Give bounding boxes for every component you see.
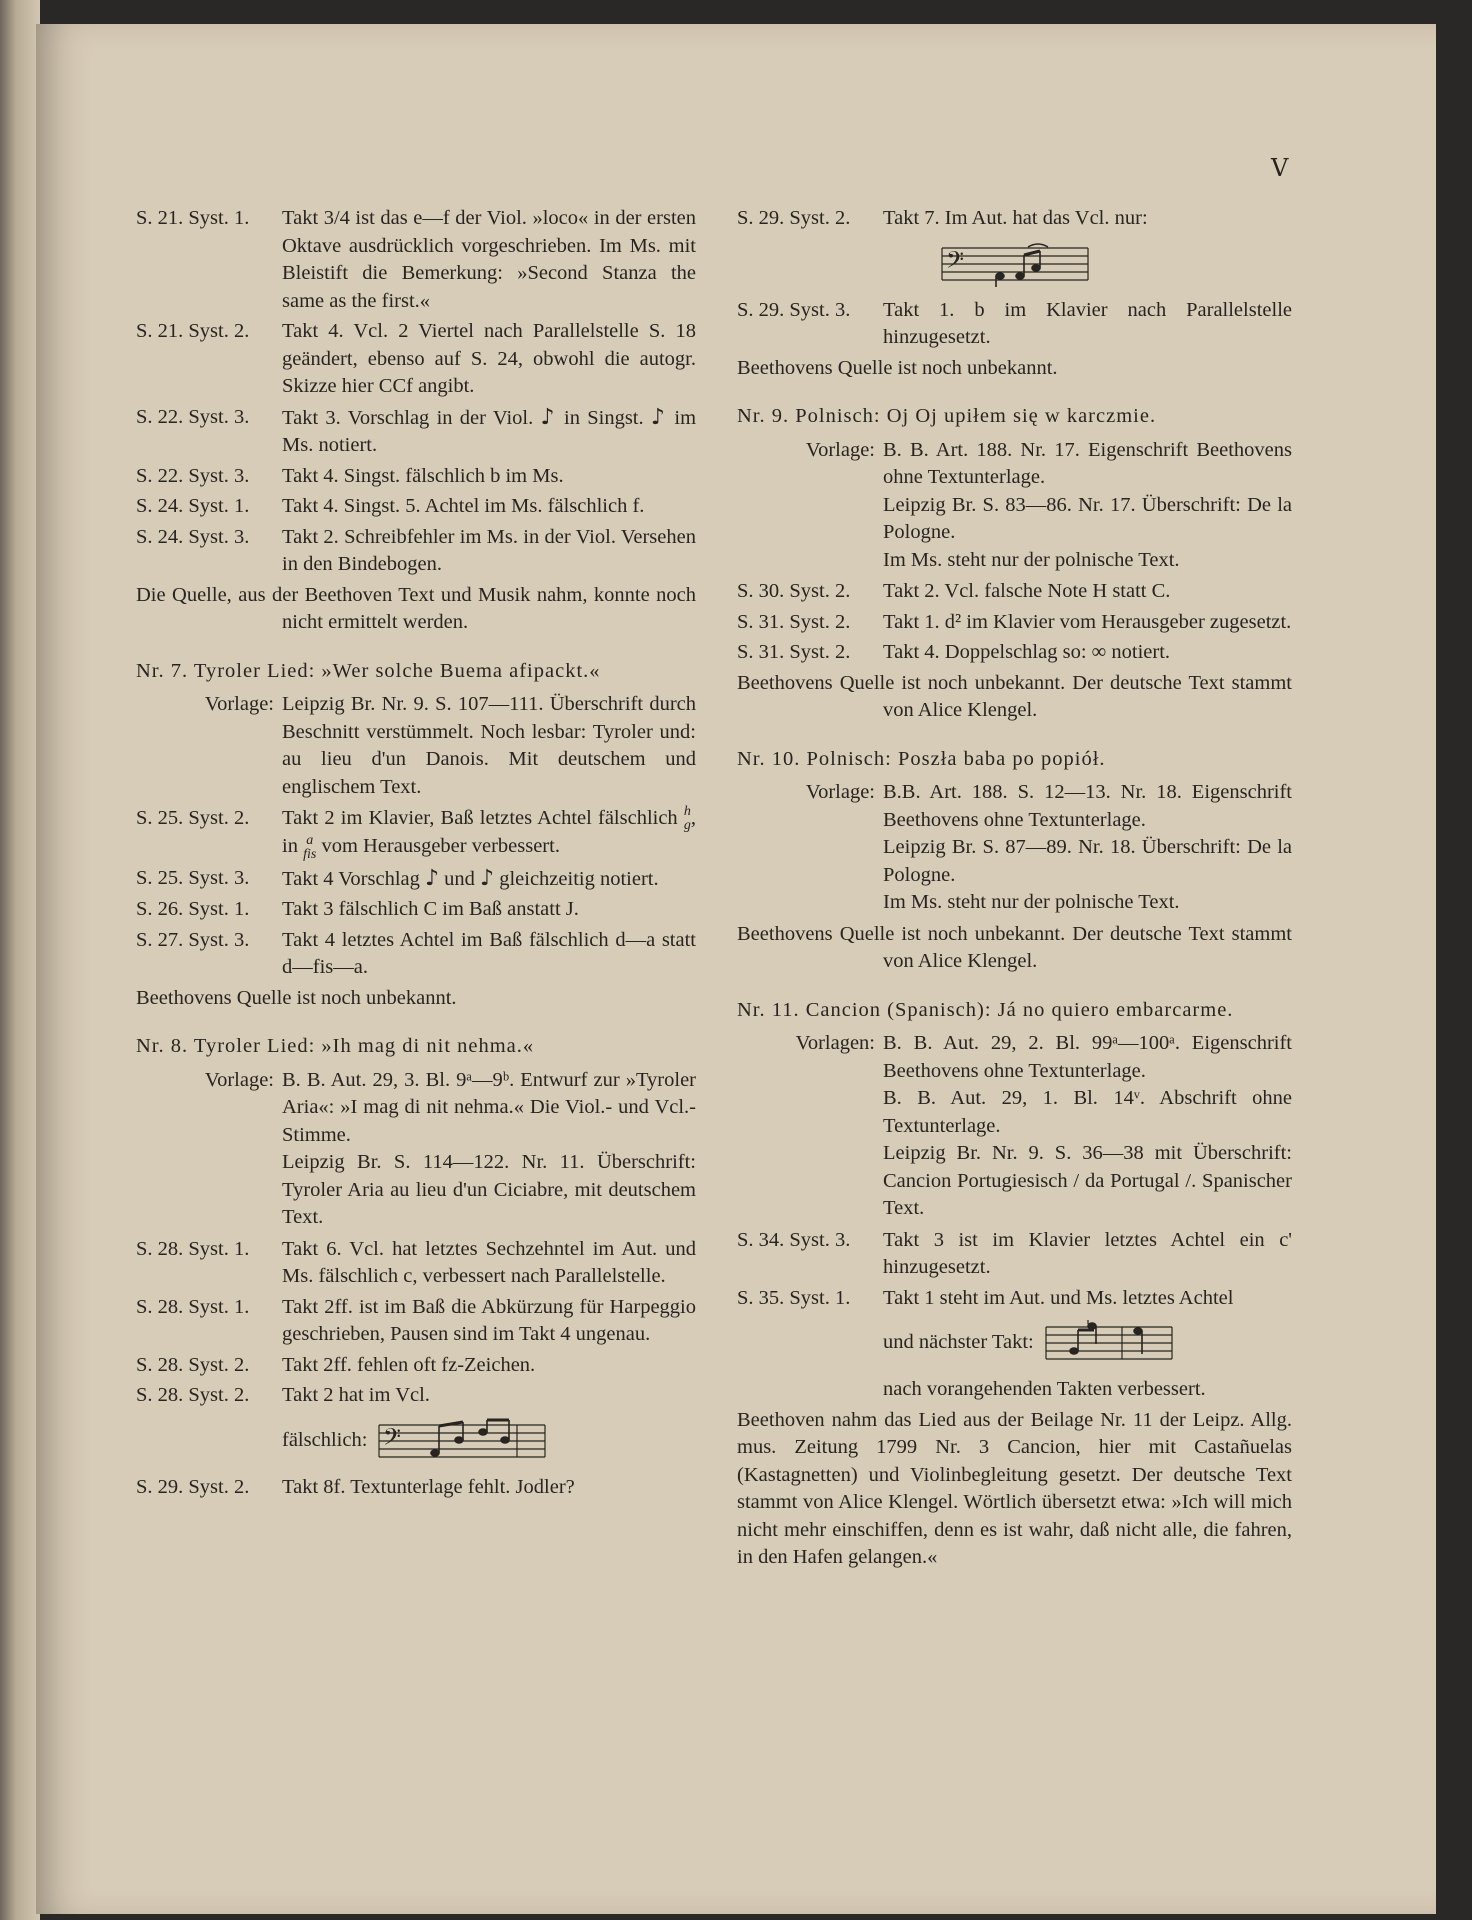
song-heading: Nr. 7. Tyroler Lied: »Wer solche Buema afipackt.« xyxy=(136,659,601,682)
source-body: B. B. Aut. 29, 3. Bl. 9ᵃ—9ᵇ. Entwurf zur »Tyroler Aria«: »I mag di nit nehma.« Die Viol.- und Vcl.-Stimme. Leipzig Br. S. 114—122. Nr. 11. Überschrift: Tyroler Aria au lieu d'un Ciciabre, mit deutschem Text. xyxy=(282,1068,696,1229)
pitch-stack: a fis xyxy=(303,832,317,862)
svg-text:𝄢: 𝄢 xyxy=(945,245,964,279)
entry-text: Takt 4. Doppelschlag so: ∞ notiert. xyxy=(883,641,1171,663)
entry-text: Takt 2 hat im Vcl. xyxy=(282,1384,430,1407)
note-entry xyxy=(136,463,696,491)
entry-text: Takt 3 ist im Klavier letztes Achtel ein c' hinzugesetzt. xyxy=(883,1228,1292,1278)
note-entry xyxy=(136,524,696,579)
source-paragraph: Beethovens Quelle ist noch unbekannt. xyxy=(136,986,457,1009)
grace-note-icon: ♪ xyxy=(540,404,557,430)
entry-text: Takt 4 letztes Achtel im Baß fälschlich d—a statt d—fis—a. xyxy=(282,928,696,979)
source-paragraph: Beethoven nahm das Lied aus der Beilage Nr. 11 der Leipz. Allg. mus. Zeitung 1799 Nr. 3 Cancion, hier mit Castañuelas (Kastagnetten) und Violinbegleitung gesetzt. Der deutsche Text stammt von Alice Klengel. Wörtlich übersetzt etwa: »Ich will mich nicht mehr einschiffen, denn es ist wahr, daß nicht alle, die fahren, in den Hafen gelangen.« xyxy=(737,1408,1292,1568)
music-example-label: und nächster Takt: xyxy=(883,1331,1034,1354)
music-example-label: fälschlich: xyxy=(282,1428,368,1451)
left-column xyxy=(136,205,696,1504)
entry-reference: S. 35. Syst. 1. xyxy=(737,1286,851,1309)
note-entry xyxy=(136,865,696,894)
source-block xyxy=(136,1067,696,1232)
entry-reference: S. 29. Syst. 2. xyxy=(136,1475,250,1498)
eighth-note-icon: ♪ xyxy=(650,404,668,430)
entry-text: Takt 2 im Klavier, Baß letztes Achtel fälschlich h g, in a fis vom Herausgeber verbessert. xyxy=(282,804,696,862)
note-entry xyxy=(737,1227,1292,1282)
entry-reference: S. 25. Syst. 2. xyxy=(136,807,250,829)
source-block xyxy=(737,779,1292,917)
song-heading: Nr. 8. Tyroler Lied: »Ih mag di nit nehma.« xyxy=(136,1035,535,1058)
entry-text: Takt 6. Vcl. hat letztes Sechzehntel im Aut. und Ms. fälschlich c, verbessert nach Parallelstelle. xyxy=(282,1237,696,1288)
source-label: Vorlagen: xyxy=(795,1032,875,1054)
entry-text: Takt 2ff. fehlen oft fz-Zeichen. xyxy=(282,1353,536,1376)
entry-reference: S. 28. Syst. 2. xyxy=(136,1384,250,1407)
entry-reference: S. 24. Syst. 1. xyxy=(136,495,250,517)
entry-reference: S. 29. Syst. 2. xyxy=(737,207,851,229)
note-entry xyxy=(136,318,696,401)
entry-reference: S. 34. Syst. 3. xyxy=(737,1228,851,1251)
note-entry xyxy=(136,205,696,315)
note-entry xyxy=(136,1352,696,1380)
entry-reference: S. 22. Syst. 3. xyxy=(136,405,250,428)
note-entry xyxy=(737,609,1292,637)
entry-reference: S. 21. Syst. 1. xyxy=(136,207,250,229)
entry-text: Takt 4. Singst. fälschlich b im Ms. xyxy=(282,464,564,487)
entry-reference: S. 27. Syst. 3. xyxy=(136,928,250,951)
entry-reference: S. 28. Syst. 1. xyxy=(136,1237,250,1260)
entry-text: Takt 3/4 ist das e—f der Viol. »loco« in der ersten Oktave ausdrücklich vorgeschrieben. Im Ms. mit Bleistift die Bemerkung: »Second Stanza the same as the first.« xyxy=(282,207,696,312)
song-heading: Nr. 11. Cancion (Spanisch): Já no quiero embarcarme. xyxy=(737,998,1234,1021)
cello-staff-example-icon xyxy=(940,239,1090,289)
note-entry xyxy=(136,805,696,862)
note-entry xyxy=(136,1236,696,1291)
source-body: Leipzig Br. Nr. 9. S. 107—111. Überschrift durch Beschnitt verstümmelt. Noch lesbar: Tyroler und: au lieu d'un Danois. Mit deutschem und englischem Text. xyxy=(282,693,696,798)
entry-text: Takt 1 steht im Aut. und Ms. letztes Achtel xyxy=(883,1286,1234,1309)
song-heading: Nr. 9. Polnisch: Oj Oj upiłem się w karczmie. xyxy=(737,405,1157,427)
entry-reference: S. 21. Syst. 2. xyxy=(136,320,250,342)
entry-reference: S. 31. Syst. 2. xyxy=(737,641,851,663)
note-entry xyxy=(136,1474,696,1502)
entry-text: Takt 7. Im Aut. hat das Vcl. nur: xyxy=(883,207,1148,229)
entry-text: Takt 2. Schreibfehler im Ms. in der Viol. Versehen in den Bindebogen. xyxy=(282,525,696,575)
source-block xyxy=(737,437,1292,575)
source-block xyxy=(136,691,696,801)
source-body: B.B. Art. 188. S. 12—13. Nr. 18. Eigenschrift Beethovens ohne Textunterlage. Leipzig Br. S. 87—89. Nr. 18. Überschrift: De la Pologne. Im Ms. steht nur der polnische Text. xyxy=(883,781,1292,913)
entry-text: Takt 3. Vorschlag in der Viol. ♪ in Singst. ♪ im Ms. notiert. xyxy=(282,404,697,456)
entry-reference: S. 28. Syst. 2. xyxy=(136,1353,250,1376)
note-entry xyxy=(136,896,696,924)
source-paragraph: Beethovens Quelle ist noch unbekannt. xyxy=(737,356,1058,379)
entry-reference: S. 31. Syst. 2. xyxy=(737,610,851,633)
note-entry xyxy=(737,205,1292,233)
treble-staff-example-icon xyxy=(1044,1318,1174,1368)
source-label: Vorlage: xyxy=(204,1068,274,1091)
entry-continuation: nach vorangehenden Takten verbessert. xyxy=(883,1378,1206,1400)
source-block xyxy=(737,1030,1292,1223)
note-entry xyxy=(136,1294,696,1349)
entry-reference: S. 30. Syst. 2. xyxy=(737,580,851,602)
previous-page-edge xyxy=(0,0,40,1920)
source-body: B. B. Aut. 29, 2. Bl. 99ᵃ—100ᵃ. Eigenschrift Beethovens ohne Textunterlage. B. B. Aut. 29, 1. Bl. 14ᵛ. Abschrift ohne Textunterlage. Leipzig Br. Nr. 9. S. 36—38 mit Überschrift: Cancion Portugiesisch / da Portugal /. Spanischer Text. xyxy=(883,1032,1292,1219)
source-paragraph: Beethovens Quelle ist noch unbekannt. Der deutsche Text stammt von Alice Klengel. xyxy=(737,671,1292,721)
entry-text: Takt 4. Singst. 5. Achtel im Ms. fälschlich f. xyxy=(282,495,645,517)
entry-text: Takt 2. Vcl. falsche Note H statt C. xyxy=(883,580,1171,602)
entry-text: Takt 3 fälschlich C im Baß anstatt J. xyxy=(282,898,579,921)
entry-text: Takt 8f. Textunterlage fehlt. Jodler? xyxy=(282,1475,575,1498)
note-entry xyxy=(737,297,1292,352)
source-label: Vorlage: xyxy=(805,781,875,803)
music-example xyxy=(136,1416,696,1466)
entry-reference: S. 24. Syst. 3. xyxy=(136,525,250,548)
note-entry xyxy=(136,1382,696,1410)
page-number: V xyxy=(1271,154,1289,182)
grace-note-icon: ♪ xyxy=(425,865,440,891)
entry-reference: S. 28. Syst. 1. xyxy=(136,1295,250,1318)
note-entry xyxy=(737,1285,1292,1313)
source-body: B. B. Art. 188. Nr. 17. Eigenschrift Beethovens ohne Textunterlage. Leipzig Br. S. 83—86. Nr. 17. Überschrift: De la Pologne. Im Ms. steht nur der polnische Text. xyxy=(883,438,1292,571)
right-column xyxy=(737,205,1292,1575)
entry-reference: S. 25. Syst. 3. xyxy=(136,866,250,889)
entry-text: Takt 4. Vcl. 2 Viertel nach Parallelstelle S. 18 geändert, ebenso auf S. 24, obwohl die autogr. Skizze hier CCf angibt. xyxy=(282,320,696,397)
entry-reference: S. 26. Syst. 1. xyxy=(136,898,250,921)
source-paragraph: Die Quelle, aus der Beethoven Text und Musik nahm, konnte noch nicht ermittelt werden. xyxy=(136,583,696,633)
pitch-stack: h g xyxy=(683,804,691,834)
source-label: Vorlage: xyxy=(805,438,875,461)
entry-reference: S. 22. Syst. 3. xyxy=(136,464,250,487)
note-entry xyxy=(737,578,1292,606)
entry-text: Takt 4 Vorschlag ♪ und ♪ gleichzeitig notiert. xyxy=(282,865,659,891)
note-entry xyxy=(136,493,696,521)
svg-text:𝄢: 𝄢 xyxy=(383,1422,402,1456)
song-heading: Nr. 10. Polnisch: Poszła baba po popiół. xyxy=(737,747,1106,770)
entry-reference: S. 29. Syst. 3. xyxy=(737,298,851,321)
note-entry xyxy=(136,404,696,460)
entry-text: Takt 1. d² im Klavier vom Herausgeber zugesetzt. xyxy=(883,610,1292,633)
eighth-note-icon: ♪ xyxy=(480,865,495,891)
entry-text: Takt 1. b im Klavier nach Parallelstelle hinzugesetzt. xyxy=(883,298,1292,348)
source-label: Vorlage: xyxy=(204,693,274,715)
music-example xyxy=(737,239,1292,289)
bass-staff-example-icon xyxy=(377,1416,547,1466)
note-entry xyxy=(136,927,696,982)
music-example xyxy=(737,1318,1292,1368)
note-entry xyxy=(737,639,1292,667)
source-paragraph: Beethovens Quelle ist noch unbekannt. Der deutsche Text stammt von Alice Klengel. xyxy=(737,922,1292,972)
entry-text: Takt 2ff. ist im Baß die Abkürzung für Harpeggio geschrieben, Pausen sind im Takt 4 ungenau. xyxy=(282,1295,696,1346)
